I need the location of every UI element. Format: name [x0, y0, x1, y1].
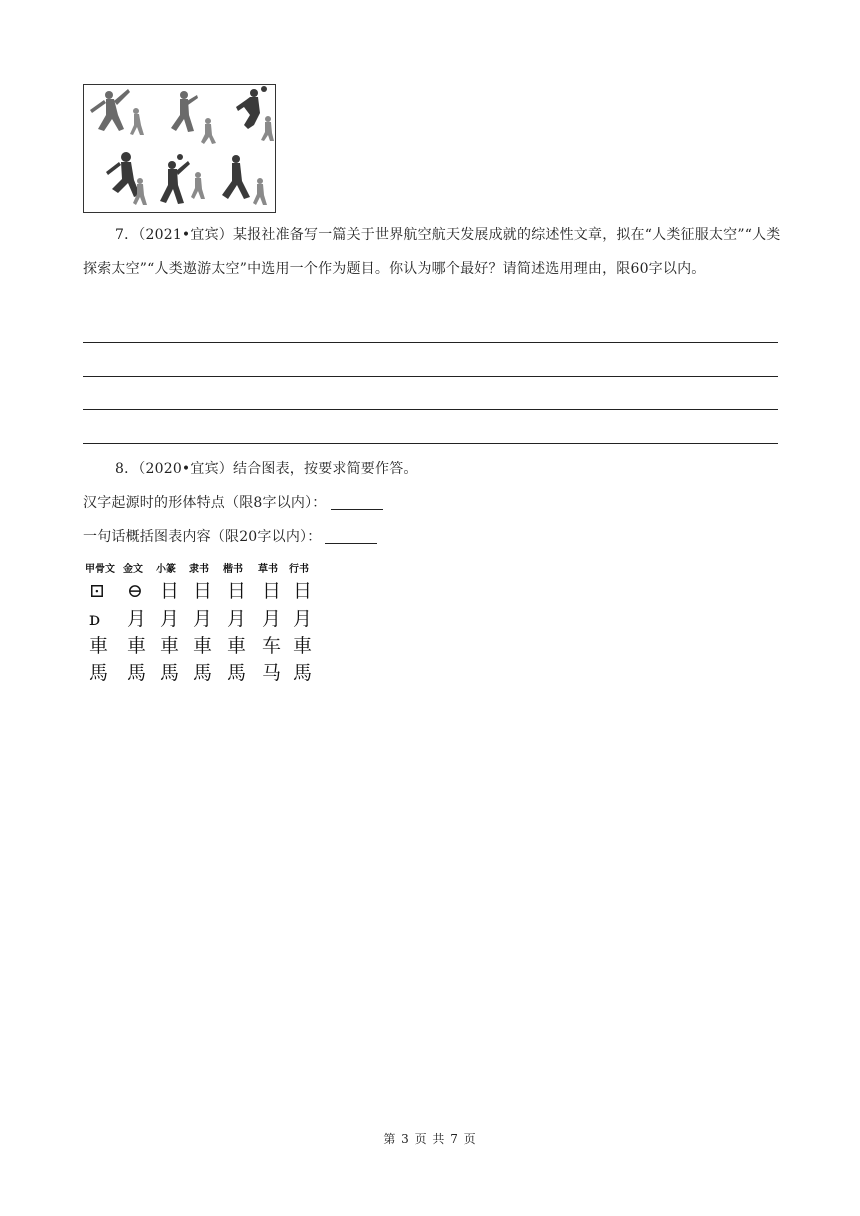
question-7: 7．（2021•宜宾）某报社准备写一篇关于世界航空航天发展成就的综述性文章，拟在“人类征服太空”“人类探索太空”“人类遨游太空”中选用一个作为题目。你认为哪个最好？请简述选用理由，限60字以内。: [83, 227, 781, 277]
script-glyph: ᴅ: [89, 608, 101, 630]
script-glyph: 日: [160, 580, 180, 602]
script-glyph: 月: [227, 608, 247, 630]
silhouette-kicker: [171, 91, 198, 132]
silhouette-soccer-player: [106, 152, 140, 197]
script-glyph: 車: [227, 635, 247, 657]
answer-blank-2[interactable]: [325, 529, 377, 544]
answer-line[interactable]: [83, 376, 778, 377]
script-glyph: 馬: [293, 662, 313, 684]
question-8: [83, 452, 783, 554]
silhouette-small-runner-2: [201, 118, 216, 144]
script-glyph: 月: [262, 608, 282, 630]
script-glyph: 马: [262, 662, 282, 684]
page-footer: 第 3 页 共 7 页: [383, 1132, 477, 1146]
script-header: 小篆: [156, 564, 176, 575]
script-glyph: 馬: [227, 662, 247, 684]
silhouette-small-runner-6: [253, 178, 267, 205]
script-glyph: 馬: [193, 662, 213, 684]
script-glyph: 馬: [89, 662, 109, 684]
script-glyph: 車: [193, 635, 213, 657]
script-glyph: 日: [262, 580, 282, 602]
question-8-line-1: [83, 486, 783, 520]
script-glyph: 月: [127, 608, 147, 630]
script-glyph: 馬: [127, 662, 147, 684]
question-8-prompt-1: 汉字起源时的形体特点（限8字以内）：: [83, 495, 327, 511]
silhouette-runner: [222, 155, 250, 199]
script-glyph: 車: [89, 635, 109, 657]
question-8-line-2: [83, 520, 783, 554]
sports-silhouettes: [84, 85, 275, 212]
silhouette-volleyball-jump: [90, 89, 130, 131]
script-glyph: 馬: [160, 662, 180, 684]
silhouette-small-runner-1: [130, 108, 144, 135]
chinese-script-evolution-chart: [83, 560, 318, 690]
silhouette-small-runner-3: [261, 116, 274, 141]
script-glyph: 月: [160, 608, 180, 630]
script-glyph: 月: [193, 608, 213, 630]
script-header: 行书: [289, 564, 309, 575]
answer-line[interactable]: [83, 409, 778, 410]
answer-line[interactable]: [83, 443, 778, 444]
script-glyph: 车: [262, 635, 282, 657]
answer-blank-1[interactable]: [331, 495, 383, 510]
script-header: 金文: [123, 564, 143, 575]
script-glyph: 車: [160, 635, 180, 657]
script-glyph: 車: [293, 635, 313, 657]
question-8-title: 8．（2020•宜宾）结合图表，按要求简要作答。: [115, 461, 418, 477]
script-glyph: 日: [193, 580, 213, 602]
silhouette-small-runner-5: [191, 172, 205, 199]
script-glyph: 月: [293, 608, 313, 630]
sports-silhouette-image: [83, 84, 276, 213]
silhouette-tennis-player: [236, 86, 267, 129]
script-glyph: 日: [227, 580, 247, 602]
script-glyph: 日: [293, 580, 313, 602]
script-header: 甲骨文: [85, 564, 115, 575]
script-glyph: ⊡: [89, 580, 105, 602]
script-glyph: ⊖: [127, 580, 143, 602]
script-glyph: 車: [127, 635, 147, 657]
answer-line[interactable]: [83, 342, 778, 343]
script-header: 草书: [258, 564, 278, 575]
silhouette-volleyball-spike: [160, 154, 190, 204]
script-header: 隶书: [189, 564, 209, 575]
script-header: 楷书: [223, 564, 243, 575]
question-8-prompt-2: 一句话概括图表内容（限20字以内）：: [83, 529, 322, 545]
